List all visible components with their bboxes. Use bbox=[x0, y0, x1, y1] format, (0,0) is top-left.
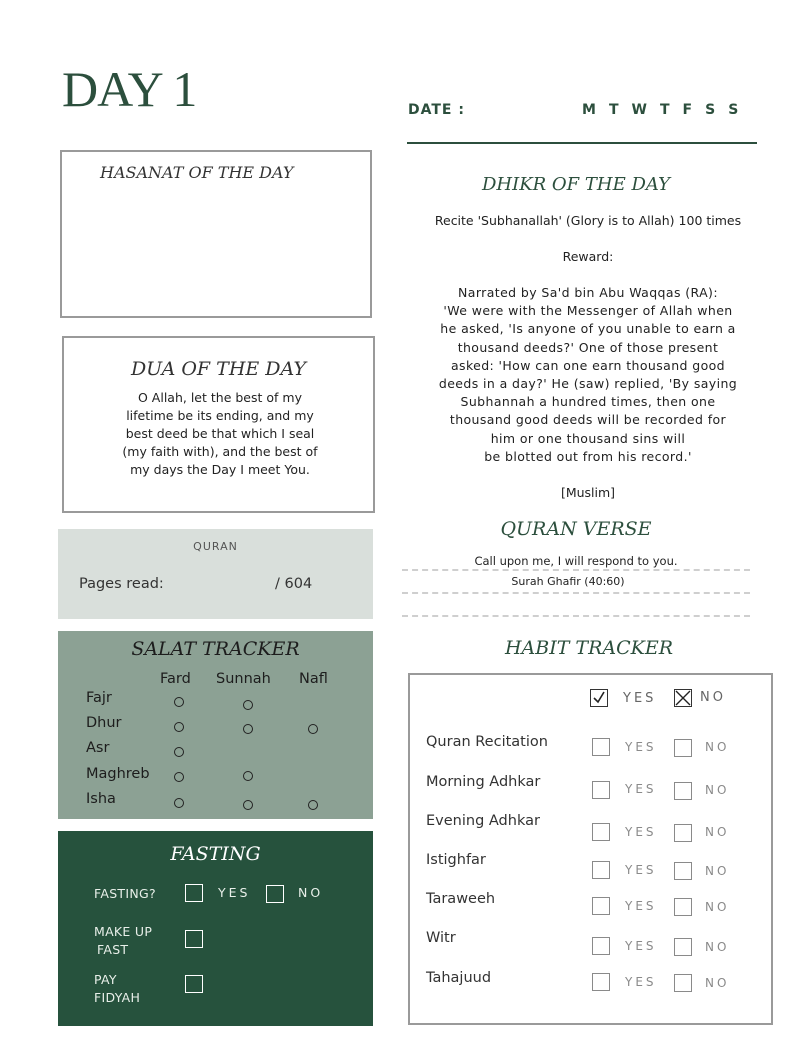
quran-label: QURAN bbox=[193, 540, 238, 553]
dua-line: (my faith with), and the best of bbox=[122, 444, 318, 459]
dhikr-title: DHIKR OF THE DAY bbox=[481, 174, 671, 195]
habit-no-label: NO bbox=[705, 740, 730, 754]
habit-item-witr: Witr bbox=[426, 930, 456, 946]
dhur-sunnah-circle[interactable] bbox=[243, 724, 253, 734]
habit-no-label: NO bbox=[705, 825, 730, 839]
maghreb-sunnah-circle[interactable] bbox=[243, 771, 253, 781]
habit-no-label: NO bbox=[705, 783, 730, 797]
habit-yes-checkbox[interactable] bbox=[592, 973, 610, 991]
fasting-yes-checkbox[interactable] bbox=[185, 884, 203, 902]
maghreb-fard-circle[interactable] bbox=[174, 772, 184, 782]
fasting-no-label: NO bbox=[298, 885, 324, 900]
habit-no-checkbox[interactable] bbox=[674, 898, 692, 916]
narration-line: 'We were with the Messenger of Allah when bbox=[443, 303, 733, 319]
date-underline bbox=[407, 142, 757, 144]
habit-yes-checkbox[interactable] bbox=[592, 823, 610, 841]
habit-no-checkbox[interactable] bbox=[674, 862, 692, 880]
narration-line: be blotted out from his record.' bbox=[484, 448, 692, 464]
pages-read-input[interactable] bbox=[180, 578, 270, 596]
habit-no-checkbox[interactable] bbox=[674, 974, 692, 992]
verse-line[interactable] bbox=[402, 615, 750, 617]
fidyah-line: FIDYAH bbox=[94, 990, 141, 1005]
isha-sunnah-circle[interactable] bbox=[243, 800, 253, 810]
habit-yes-label: YES bbox=[625, 939, 657, 953]
asr-fard-circle[interactable] bbox=[174, 747, 184, 757]
legend-no-label: NO bbox=[700, 690, 726, 705]
habit-no-checkbox[interactable] bbox=[674, 938, 692, 956]
prayer-name: Asr bbox=[86, 740, 110, 756]
habit-yes-label: YES bbox=[625, 825, 657, 839]
narration-line: asked: 'How can one earn thousand good bbox=[450, 357, 726, 373]
legend-yes-label: YES bbox=[623, 691, 657, 706]
prayer-name: Isha bbox=[86, 791, 116, 807]
habit-yes-label: YES bbox=[625, 740, 657, 754]
weekday-sat[interactable]: S bbox=[705, 102, 717, 118]
habit-yes-label: YES bbox=[625, 975, 657, 989]
makeup-fast-checkbox[interactable] bbox=[185, 930, 203, 948]
pay-fidyah-checkbox[interactable] bbox=[185, 975, 203, 993]
dhikr-instruction: Recite 'Subhanallah' (Glory is to Allah) 100 times bbox=[434, 213, 742, 228]
habit-no-label: NO bbox=[705, 864, 730, 878]
fajr-fard-circle[interactable] bbox=[174, 697, 184, 707]
fasting-no-checkbox[interactable] bbox=[266, 885, 284, 903]
dua-line: best deed be that which I seal bbox=[125, 426, 315, 441]
narration-line: thousand good deeds will be recorded for bbox=[449, 412, 727, 428]
habit-yes-checkbox[interactable] bbox=[592, 897, 610, 915]
habit-yes-checkbox[interactable] bbox=[592, 861, 610, 879]
pages-read-label: Pages read: bbox=[79, 576, 164, 592]
habit-item-evening-adhkar: Evening Adhkar bbox=[426, 813, 540, 829]
narration-line: Subhannah a hundred times, then one bbox=[460, 394, 716, 410]
dua-text bbox=[100, 389, 340, 479]
habit-item-tahajuud: Tahajuud bbox=[426, 970, 492, 986]
pages-total: / 604 bbox=[275, 576, 313, 592]
weekday-tue[interactable]: T bbox=[608, 102, 620, 118]
verse-reference: Surah Ghafir (40:60) bbox=[511, 575, 625, 588]
salat-col-sunnah: Sunnah bbox=[216, 671, 271, 687]
salat-col-fard: Fard bbox=[160, 671, 191, 687]
fasting-title: FASTING bbox=[170, 843, 261, 865]
weekday-selector bbox=[582, 102, 739, 118]
fajr-sunnah-circle[interactable] bbox=[243, 700, 253, 710]
makeup-fast-label bbox=[94, 923, 152, 959]
habit-item-taraweeh: Taraweeh bbox=[426, 891, 496, 907]
makeup-line: FAST bbox=[97, 942, 129, 957]
habit-no-checkbox[interactable] bbox=[674, 739, 692, 757]
habit-no-label: NO bbox=[705, 976, 730, 990]
dhur-nafl-circle[interactable] bbox=[308, 724, 318, 734]
narration-line: deeds in a day?' He (saw) replied, 'By saying bbox=[438, 376, 738, 392]
legend-yes-checkbox bbox=[590, 689, 608, 707]
verse-line[interactable] bbox=[402, 569, 750, 571]
narration-line: he asked, 'Is anyone of you unable to earn a bbox=[440, 321, 736, 337]
habit-no-label: NO bbox=[705, 940, 730, 954]
narration-line: thousand deeds?' One of those present bbox=[457, 339, 719, 355]
dua-line: O Allah, let the best of my bbox=[138, 390, 302, 405]
salat-title: SALAT TRACKER bbox=[131, 638, 300, 660]
habit-item-istighfar: Istighfar bbox=[426, 852, 486, 868]
dhikr-narration bbox=[408, 284, 768, 466]
dhur-fard-circle[interactable] bbox=[174, 722, 184, 732]
weekday-wed[interactable]: W bbox=[631, 102, 648, 118]
date-label: DATE : bbox=[408, 102, 465, 118]
isha-nafl-circle[interactable] bbox=[308, 800, 318, 810]
salat-col-nafl: Nafl bbox=[299, 671, 328, 687]
weekday-fri[interactable]: F bbox=[682, 102, 694, 118]
narration-line: him or one thousand sins will bbox=[490, 430, 686, 446]
weekday-mon[interactable]: M bbox=[582, 102, 597, 118]
fasting-question: FASTING? bbox=[94, 886, 156, 901]
pay-fidyah-label bbox=[94, 971, 140, 1007]
habit-no-label: NO bbox=[705, 900, 730, 914]
dhikr-reward-label: Reward: bbox=[562, 249, 614, 264]
isha-fard-circle[interactable] bbox=[174, 798, 184, 808]
prayer-name: Fajr bbox=[86, 690, 112, 706]
verse-text: Call upon me, I will respond to you. bbox=[474, 554, 678, 568]
habit-yes-checkbox[interactable] bbox=[592, 937, 610, 955]
habit-title: HABIT TRACKER bbox=[504, 637, 674, 659]
habit-item-quran-recitation: Quran Recitation bbox=[426, 734, 548, 750]
habit-yes-label: YES bbox=[625, 782, 657, 796]
prayer-name: Dhur bbox=[86, 715, 122, 731]
habit-no-checkbox[interactable] bbox=[674, 782, 692, 800]
check-icon bbox=[591, 690, 607, 706]
dua-line: my days the Day I meet You. bbox=[130, 462, 310, 477]
cross-icon bbox=[675, 690, 691, 706]
legend-no-checkbox bbox=[674, 689, 692, 707]
verse-line[interactable] bbox=[402, 592, 750, 594]
habit-no-checkbox[interactable] bbox=[674, 824, 692, 842]
fasting-yes-label: YES bbox=[218, 885, 251, 900]
narration-line: Narrated by Sa'd bin Abu Waqqas (RA): bbox=[458, 285, 718, 300]
weekday-thu[interactable]: T bbox=[659, 102, 671, 118]
habit-yes-checkbox[interactable] bbox=[592, 738, 610, 756]
habit-item-morning-adhkar: Morning Adhkar bbox=[426, 774, 541, 790]
fidyah-line: PAY bbox=[94, 972, 117, 987]
dhikr-source: [Muslim] bbox=[560, 485, 616, 500]
habit-yes-checkbox[interactable] bbox=[592, 781, 610, 799]
habit-yes-label: YES bbox=[625, 863, 657, 877]
prayer-name: Maghreb bbox=[86, 766, 150, 782]
hasanat-title: HASANAT OF THE DAY bbox=[100, 163, 294, 182]
dua-line: lifetime be its ending, and my bbox=[126, 408, 314, 423]
page-title: DAY 1 bbox=[62, 61, 197, 117]
dua-title: DUA OF THE DAY bbox=[130, 358, 307, 380]
makeup-line: MAKE UP bbox=[94, 924, 153, 939]
verse-title: QURAN VERSE bbox=[500, 518, 652, 540]
weekday-sun[interactable]: S bbox=[728, 102, 740, 118]
habit-yes-label: YES bbox=[625, 899, 657, 913]
